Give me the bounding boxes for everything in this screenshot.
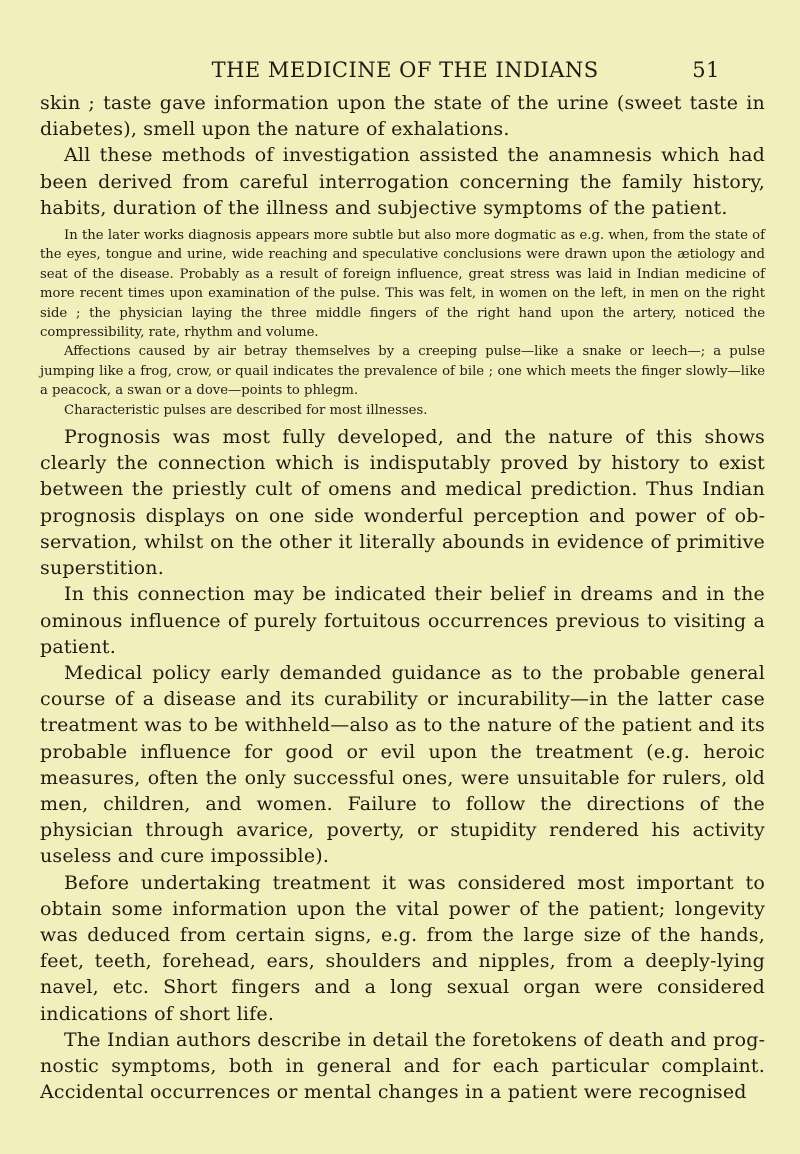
text-block-bottom	[40, 424, 765, 1105]
small-paragraph: In the later works diagnosis appears more subtle but also more dogmatic as e.g. when, from the state of the eyes, tongue and urine, wide reaching and speculative conclusions were drawn upon the ætiology and seat of the disease. Probably as a result of foreign influence, great stress was laid in Indian medicine of more recent times upon examination of the pulse. This was felt, in women on the left, in men on the right side ; the physician laying the three middle fingers of the right hand upon the artery, noticed the compressibility, rate, rhythm and volume.	[40, 228, 765, 341]
paragraph: Prognosis was most fully developed, and the nature of this shows clearly the connection which is indisputably proved by history to exist between the priestly cult of omens and medical prediction. Thus Indian prognosis displays on one side wonderful perception and power of observation, whilst on the other it literally abounds in evidence of primitive superstition.	[40, 426, 765, 580]
paragraph: The Indian authors describe in detail the foretokens of death and prognostic symptoms, both in general and for each particular complaint. Accidental occurrences or mental changes in a patient were recognised	[40, 1028, 765, 1104]
text-block-top	[40, 90, 765, 221]
running-header	[178, 58, 720, 82]
small-paragraph: Affections caused by air betray themselves by a creeping pulse—like a snake or leech—; a pulse jumping like a frog, crow, or quail indicates the prevalence of bile ; one which meets the finger slowly—like a peacock, a swan or a dove—points to phlegm.	[40, 344, 765, 399]
paragraph: Before undertaking treatment it was considered most important to obtain some information upon the vital power of the patient; longevity was deduced from certain signs, e.g. from the large size of the hands, feet, teeth, forehead, ears, shoulders and nipples, from a deeply-lying navel, etc. Short fingers and a long sexual organ were considered indications of short life.	[40, 871, 765, 1025]
paragraph: In this connection may be indicated their belief in dreams and in the ominous influence of purely fortuitous occurrences previous to visiting a patient.	[40, 583, 765, 658]
small-print-block	[40, 226, 765, 420]
small-paragraph: Characteristic pulses are described for most illnesses.	[64, 402, 428, 418]
page-number: 51	[692, 58, 720, 82]
running-title: THE MEDICINE OF THE INDIANS	[211, 58, 599, 82]
paragraph: skin ; taste gave information upon the state of the urine (sweet taste in diabetes), smell upon the nature of exhalations.	[40, 92, 765, 141]
page-body	[40, 90, 765, 1105]
paragraph: All these methods of investigation assisted the anamnesis which had been derived from careful interrogation concerning the family history, habits, duration of the illness and subjective symptoms of the patient.	[40, 144, 765, 219]
paragraph: Medical policy early demanded guidance as to the probable general course of a disease and its curability or incurability—in the latter case treatment was to be withheld—also as to the nature of the patient and its probable influence for good or evil upon the treatment (e.g. heroic measures, often the only successful ones, were unsuitable for rulers, old men, children, and women. Failure to follow the directions of the physician through avarice, poverty, or stupidity rendered his activity useless and cure impossible).	[40, 661, 765, 868]
